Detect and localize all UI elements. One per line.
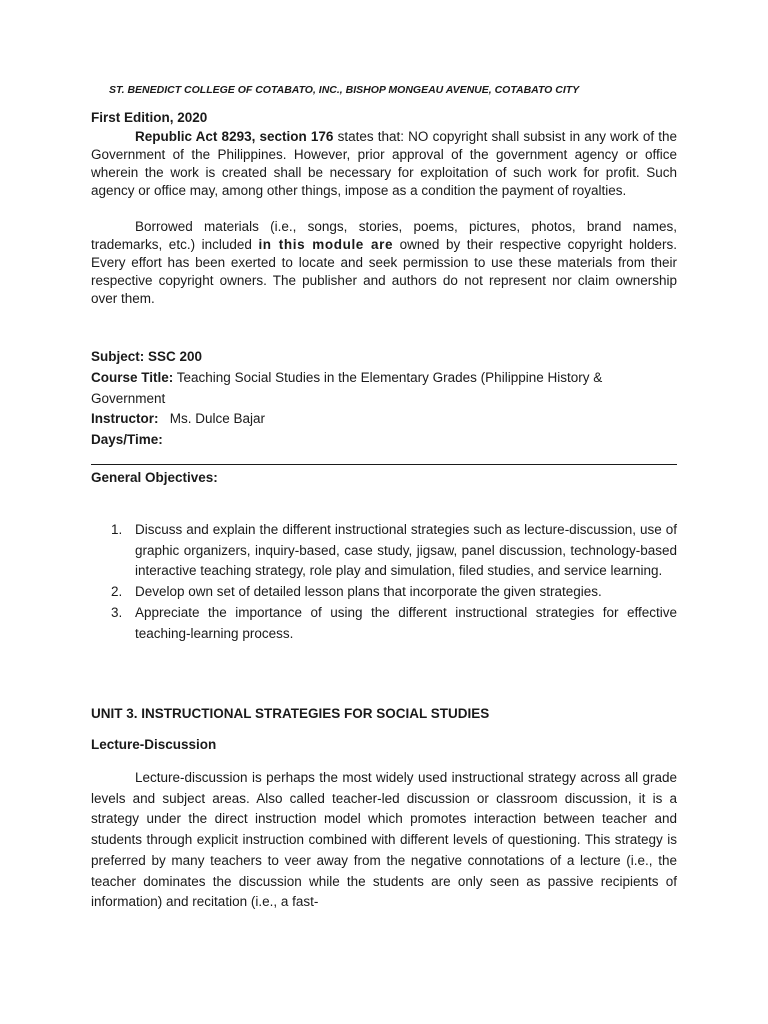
objective-item — [91, 520, 677, 582]
objectives-title: General Objectives: — [91, 470, 218, 485]
objective-text: Discuss and explain the different instructional strategies such as lecture-discussion, use of graphic organizers, inquiry-based, case study, jigsaw, panel discussion, technology-based interactive teaching strategy, role play and simulation, filed studies, and service learning. — [135, 522, 677, 579]
days-time-line: Days/Time: — [91, 432, 163, 447]
edition-line: First Edition, 2020 — [91, 110, 208, 125]
objective-text: Develop own set of detailed lesson plans that incorporate the given strategies. — [135, 584, 602, 600]
course-title-label: Course Title: — [91, 370, 174, 385]
borrowed-text-start: Borrowed materials (i.e., songs, stories, poems, pictures, photos, brand names, trademarks, etc.) included — [91, 219, 677, 252]
objective-number: 2. — [111, 584, 123, 600]
republic-act-reference: Republic Act 8293, section 176 — [135, 129, 334, 144]
objectives-list — [91, 520, 677, 644]
document-header: ST. BENEDICT COLLEGE OF COTABATO, INC., BISHOP MONGEAU AVENUE, COTABATO CITY — [109, 84, 580, 96]
borrowed-materials-paragraph — [91, 218, 677, 308]
subject-line: Subject: SSC 200 — [91, 349, 203, 364]
copyright-text: states that: NO copyright shall subsist in any work of the Government of the Philippines. However, prior approval of the government agency or office wherein the work is created shall be necessary for exploitation of such work for profit. Such agency or office may, among other things, impose as a condition the payment of royalties. — [91, 129, 677, 198]
borrowed-text-end: owned by their respective copyright holders. Every effort has been exerted to locate and seek permission to use these materials from their respective copyright owners. The publisher and authors do not represent nor claim ownership over them. — [91, 236, 677, 306]
borrowed-text-bold: in this module are — [258, 236, 394, 252]
instructor-label: Instructor: — [91, 411, 159, 426]
lecture-discussion-paragraph: Lecture-discussion is perhaps the most widely used instructional strategy across all grade levels and subject areas. Also called teacher-led discussion or classroom discussion, it is a strategy under the direct instruction model which promotes interaction between teacher and students through explicit instruction combined with different levels of questioning. This strategy is preferred by many teachers to veer away from the negative connotations of a lecture (i.e., the teacher dominates the discussion while the students are only seen as passive recipients of information) and recitation (i.e., a fast- — [91, 770, 677, 910]
objective-item — [91, 582, 677, 603]
divider-line — [91, 464, 677, 465]
objective-number: 1. — [111, 522, 123, 537]
course-title-line — [91, 368, 677, 409]
section-title: Lecture-Discussion — [91, 737, 217, 752]
course-title-value: Teaching Social Studies in the Elementary Grades (Philippine History & Government — [91, 370, 603, 406]
objective-text: Appreciate the importance of using the different instructional strategies for effective teaching-learning process. — [135, 604, 677, 641]
objective-item — [91, 603, 677, 644]
unit-title: UNIT 3. INSTRUCTIONAL STRATEGIES FOR SOCIAL STUDIES — [91, 706, 490, 721]
copyright-paragraph — [91, 128, 677, 200]
instructor-line — [91, 409, 677, 430]
instructor-value: Ms. Dulce Bajar — [158, 411, 266, 426]
objective-number: 3. — [111, 604, 123, 620]
